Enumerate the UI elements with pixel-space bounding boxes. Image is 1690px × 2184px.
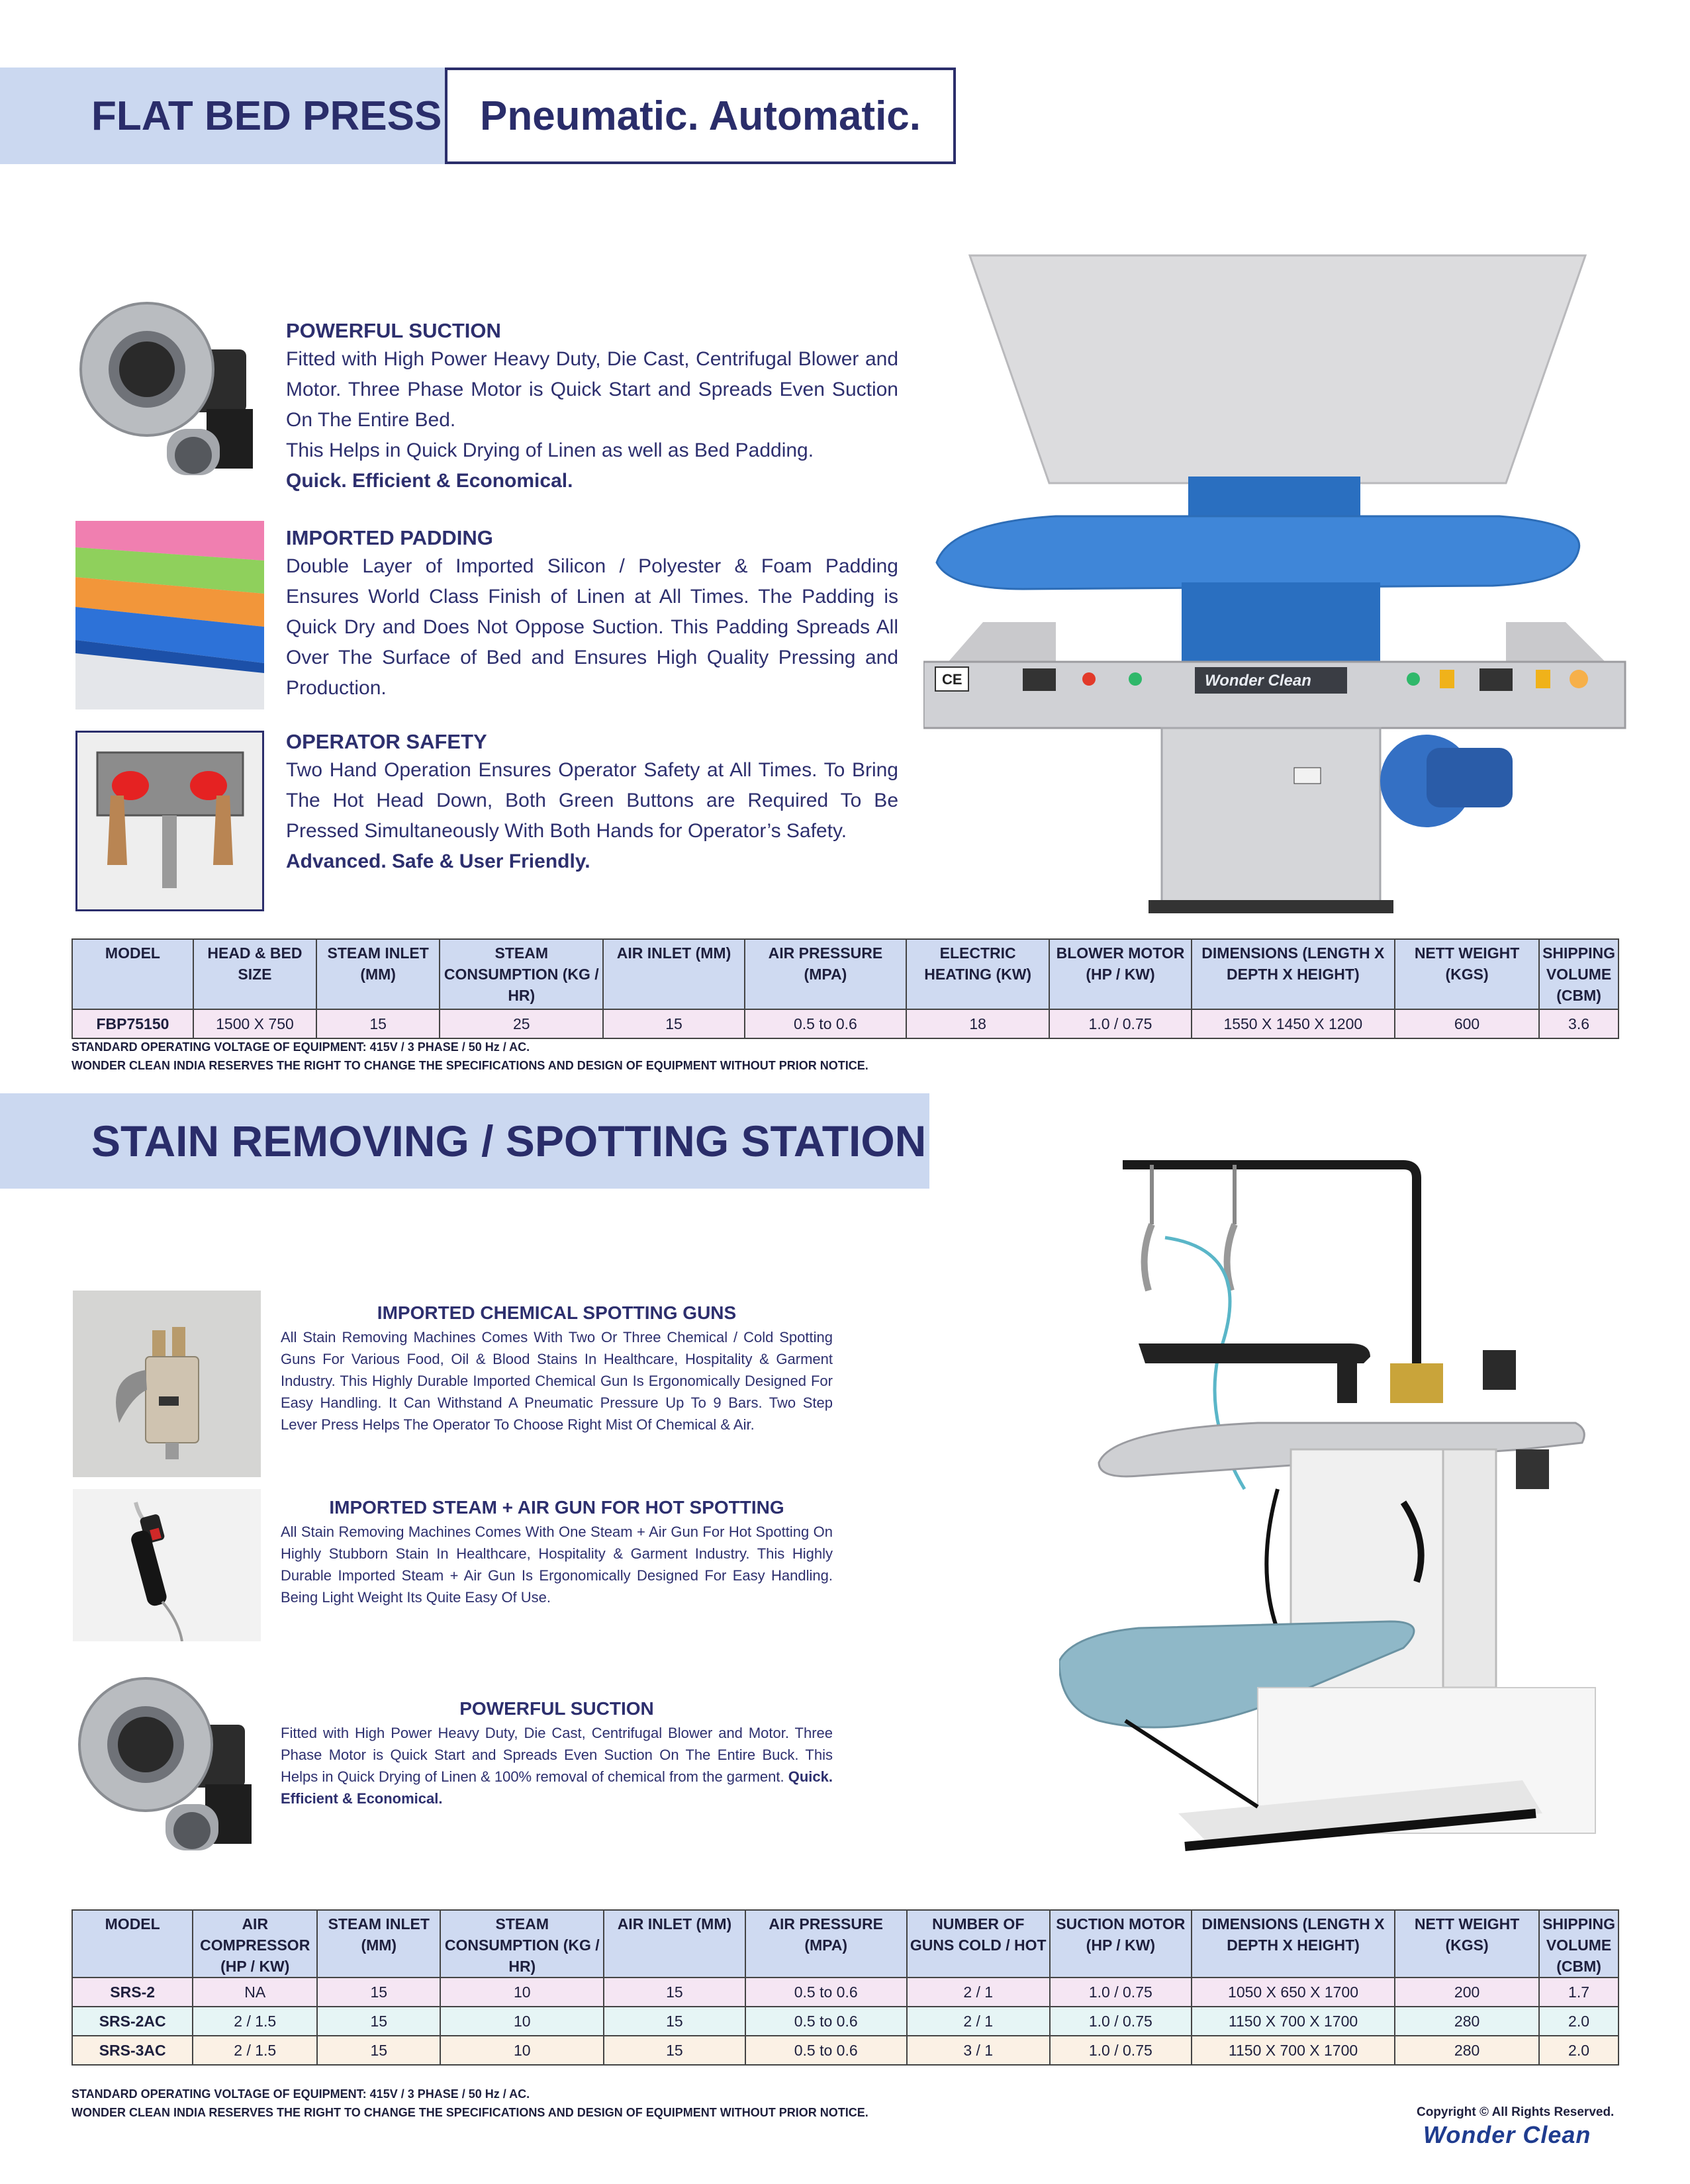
blower-motor-icon (73, 1672, 261, 1864)
col-header: STEAM CONSUMPTION (KG / HR) (440, 1910, 604, 1978)
col-header: MODEL (72, 939, 193, 1009)
table-cell: 0.5 to 0.6 (745, 1978, 907, 2007)
tagline: Pneumatic. Automatic. (479, 93, 921, 139)
col-header: SHIPPING VOLUME (CBM) (1539, 939, 1619, 1009)
feature-highlight: Quick. Efficient & Economical. (286, 470, 573, 492)
table-cell: 15 (317, 2036, 440, 2065)
col-header: ELECTRIC HEATING (KW) (906, 939, 1049, 1009)
col-header: SUCTION MOTOR (HP / KW) (1050, 1910, 1192, 1978)
disclaimer-note: WONDER CLEAN INDIA RESERVES THE RIGHT TO CHANGE THE SPECIFICATIONS AND DESIGN OF EQUIPMENT WITHOUT PRIOR NOTICE. (71, 1059, 868, 1072)
table-cell: 1.7 (1539, 1978, 1619, 2007)
table-cell: 18 (906, 1009, 1049, 1038)
disclaimer-note: WONDER CLEAN INDIA RESERVES THE RIGHT TO CHANGE THE SPECIFICATIONS AND DESIGN OF EQUIPMENT WITHOUT PRIOR NOTICE. (71, 2106, 868, 2119)
feature-body: Fitted with High Power Heavy Duty, Die Cast, Centrifugal Blower and Motor. Three Phase Motor is Quick Start and Spreads Even Suction On The Entire Buck. This Helps in Quick Drying of Linen & 100% removal of chemical from the garment. (281, 1725, 833, 1785)
table-cell: SRS-2AC (72, 2007, 193, 2036)
col-header: AIR INLET (MM) (604, 1910, 745, 1978)
spotting-station-spec-table (71, 1909, 1619, 2066)
chemical-gun-icon (73, 1291, 261, 1477)
table-cell: 15 (604, 1978, 745, 2007)
table-cell: FBP75150 (72, 1009, 193, 1038)
col-header: AIR PRESSURE (MPA) (745, 939, 906, 1009)
table-cell: 3.6 (1539, 1009, 1619, 1038)
col-header: AIR INLET (MM) (603, 939, 745, 1009)
feature-body-2: This Helps in Quick Drying of Linen as well as Bed Padding. (286, 439, 814, 461)
table-cell: 2 / 1.5 (193, 2036, 317, 2065)
table-cell: 2 / 1 (907, 1978, 1050, 2007)
flat-bed-press-image (923, 251, 1632, 913)
feature-body: Double Layer of Imported Silicon / Polyester & Foam Padding Ensures World Class Finish of Linen at All Times. The Padding is Quick Dry and Does Not Oppose Suction. This Padding Spreads All Over The Surface of Bed and Ensures High Quality Pressing and Production. (286, 555, 898, 699)
table-cell: NA (193, 1978, 317, 2007)
table-cell: 10 (440, 2007, 604, 2036)
table-cell: SRS-2 (72, 1978, 193, 2007)
table-cell: 2.0 (1539, 2036, 1619, 2065)
feature-highlight: Quick. Efficient & Economical. (281, 1768, 833, 1807)
table-cell: 200 (1395, 1978, 1539, 2007)
section-title: STAIN REMOVING / SPOTTING STATION (91, 1116, 927, 1165)
table-cell: 0.5 to 0.6 (745, 1009, 906, 1038)
table-cell: 0.5 to 0.6 (745, 2007, 907, 2036)
feature-title: IMPORTED PADDING (286, 526, 493, 549)
col-header: STEAM CONSUMPTION (KG / HR) (440, 939, 603, 1009)
table-cell: 10 (440, 2036, 604, 2065)
table-cell: 3 / 1 (907, 2036, 1050, 2065)
col-header: HEAD & BED SIZE (193, 939, 316, 1009)
stain-removing-banner (0, 1093, 929, 1189)
machine-brand-label: Wonder Clean (1205, 672, 1311, 690)
table-cell: 1550 X 1450 X 1200 (1192, 1009, 1395, 1038)
col-header: STEAM INLET (MM) (317, 1910, 440, 1978)
section-title: FLAT BED PRESS (91, 93, 442, 139)
table-cell: 15 (317, 1978, 440, 2007)
col-header: AIR COMPRESSOR (HP / KW) (193, 1910, 317, 1978)
table-cell: 2.0 (1539, 2007, 1619, 2036)
table-cell: 15 (604, 2036, 745, 2065)
table-cell: 1150 X 700 X 1700 (1192, 2007, 1395, 2036)
table-header-row (72, 939, 1619, 1009)
spotting-station-image (1059, 1145, 1628, 1880)
brand-logo: Wonder Clean (1423, 2121, 1591, 2148)
table-cell: 15 (316, 1009, 440, 1038)
voltage-note: STANDARD OPERATING VOLTAGE OF EQUIPMENT: 415V / 3 PHASE / 50 Hz / AC. (71, 1040, 530, 1054)
table-cell: 1.0 / 0.75 (1050, 2007, 1192, 2036)
feature-title: IMPORTED STEAM + AIR GUN FOR HOT SPOTTING (329, 1497, 784, 1518)
feature-highlight: Advanced. Safe & User Friendly. (286, 850, 590, 872)
table-cell: 1.0 / 0.75 (1050, 2036, 1192, 2065)
copyright-text: Copyright © All Rights Reserved. (1417, 2105, 1615, 2119)
feature-body: All Stain Removing Machines Comes With One Steam + Air Gun For Hot Spotting On Highly Stubborn Stain In Healthcare, Hospitality & Garment Industry. This Highly Durable Imported Steam + Air Gun Is Ergonomically Designed For Easy Handling. Being Light Weight Its Quite Easy Of Use. (281, 1524, 833, 1606)
table-cell: 15 (317, 2007, 440, 2036)
blower-motor-icon (74, 296, 263, 485)
col-header: NUMBER OF GUNS COLD / HOT (907, 1910, 1050, 1978)
table-cell: 1500 X 750 (193, 1009, 316, 1038)
feature-title: OPERATOR SAFETY (286, 730, 487, 753)
table-row (72, 1009, 1619, 1038)
col-header: DIMENSIONS (LENGTH X DEPTH X HEIGHT) (1192, 939, 1395, 1009)
table-cell: 25 (440, 1009, 603, 1038)
table-cell: 0.5 to 0.6 (745, 2036, 907, 2065)
table-row (72, 1978, 1619, 2007)
table-cell: 280 (1395, 2036, 1539, 2065)
col-header: MODEL (72, 1910, 193, 1978)
table-cell: 10 (440, 1978, 604, 2007)
padding-layers-icon (75, 521, 264, 709)
feature-body: Two Hand Operation Ensures Operator Safety at All Times. To Bring The Hot Head Down, Both Green Buttons are Required To Be Pressed Simultaneously With Both Hands for Operator’s Safety. (286, 759, 898, 842)
ce-mark: CE (942, 671, 962, 688)
table-cell: 15 (603, 1009, 745, 1038)
table-cell: 280 (1395, 2007, 1539, 2036)
two-hand-buttons-icon (75, 731, 264, 911)
feature-title: IMPORTED CHEMICAL SPOTTING GUNS (377, 1302, 737, 1323)
voltage-note: STANDARD OPERATING VOLTAGE OF EQUIPMENT: 415V / 3 PHASE / 50 Hz / AC. (71, 2087, 530, 2101)
col-header: STEAM INLET (MM) (316, 939, 440, 1009)
table-cell: SRS-3AC (72, 2036, 193, 2065)
feature-body: Fitted with High Power Heavy Duty, Die Cast, Centrifugal Blower and Motor. Three Phase Motor is Quick Start and Spreads Even Suction On The Entire Bed. (286, 348, 898, 431)
table-row (72, 2007, 1619, 2036)
col-header: SHIPPING VOLUME (CBM) (1539, 1910, 1619, 1978)
col-header: AIR PRESSURE (MPA) (745, 1910, 907, 1978)
feature-title: POWERFUL SUCTION (286, 319, 501, 342)
table-cell: 1050 X 650 X 1700 (1192, 1978, 1395, 2007)
table-cell: 1.0 / 0.75 (1050, 1978, 1192, 2007)
col-header: DIMENSIONS (LENGTH X DEPTH X HEIGHT) (1192, 1910, 1395, 1978)
table-cell: 1.0 / 0.75 (1049, 1009, 1191, 1038)
table-cell: 600 (1395, 1009, 1539, 1038)
flat-bed-press-spec-table (71, 938, 1619, 1039)
col-header: NETT WEIGHT (KGS) (1395, 939, 1539, 1009)
table-header-row (72, 1910, 1619, 1978)
table-cell: 15 (604, 2007, 745, 2036)
steam-gun-icon (73, 1489, 261, 1641)
flat-bed-press-banner (0, 68, 450, 164)
table-cell: 1150 X 700 X 1700 (1192, 2036, 1395, 2065)
table-cell: 2 / 1 (907, 2007, 1050, 2036)
col-header: NETT WEIGHT (KGS) (1395, 1910, 1539, 1978)
tagline-box (445, 68, 956, 164)
feature-body: All Stain Removing Machines Comes With Two Or Three Chemical / Cold Spotting Guns For Various Food, Oil & Blood Stains In Healthcare, Hospitality & Garment Industry. This Highly Durable Imported Chemical Gun Is Ergonomically Designed For Easy Handling. It Can Withstand A Pneumatic Pressure Up To 9 Bars. Two Step Lever Press Helps The Operator To Choose Right Mist Of Chemical & Air. (281, 1329, 833, 1433)
table-row (72, 2036, 1619, 2065)
table-cell: 2 / 1.5 (193, 2007, 317, 2036)
col-header: BLOWER MOTOR (HP / KW) (1049, 939, 1191, 1009)
feature-title: POWERFUL SUCTION (459, 1698, 654, 1719)
